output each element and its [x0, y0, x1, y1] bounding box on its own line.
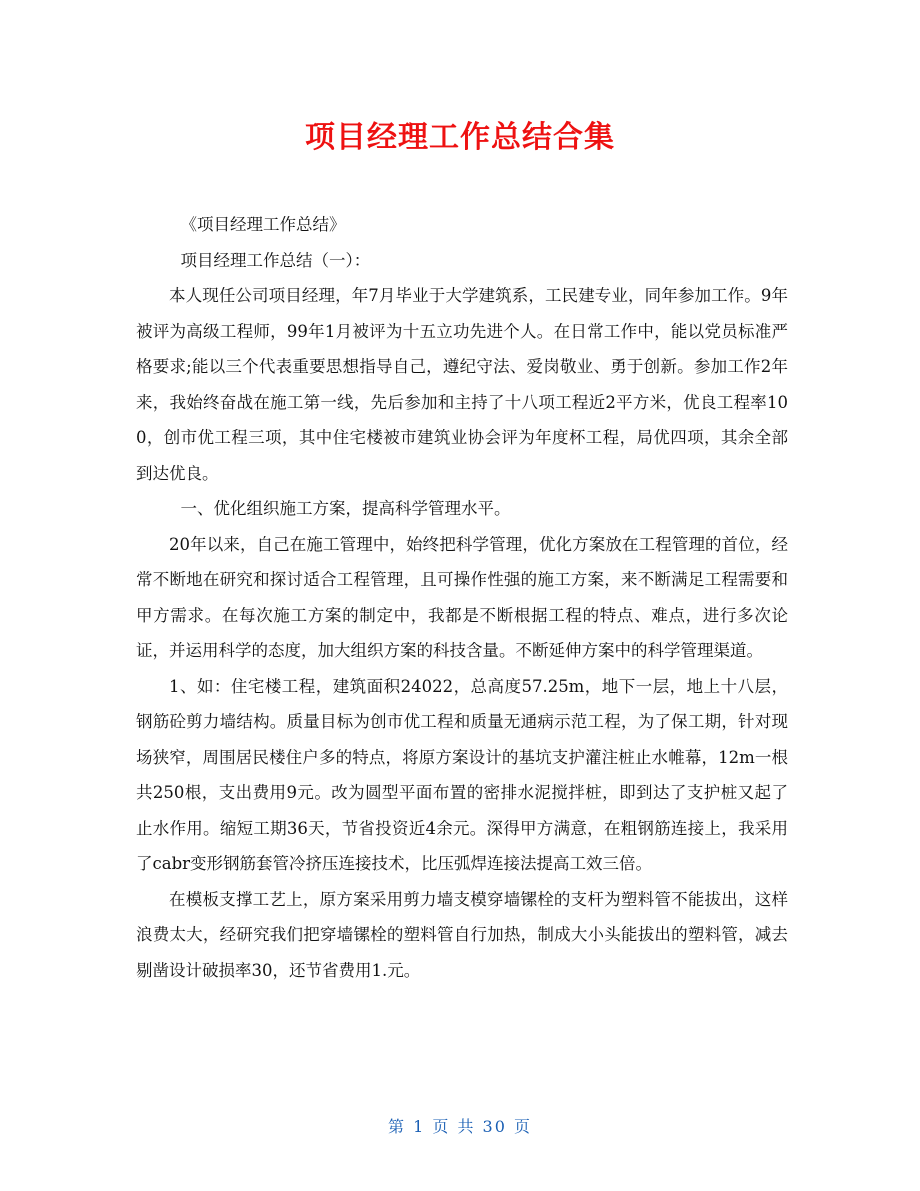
paragraph-book-title: 《项目经理工作总结》	[180, 215, 346, 234]
document-body	[136, 207, 788, 988]
paragraph-management: 20年以来，自己在施工管理中，始终把科学管理，优化方案放在工程管理的首位，经常不断地在研究和探讨适合工程管理，且可操作性强的施工方案，来不断满足工程需要和甲方需求。在每次施工方案的制定中，我都是不断根据工程的特点、难点，进行多次论证，并运用科学的态度，加大组织方案的科技含量。不断延伸方案中的科学管理渠道。	[136, 534, 788, 660]
paragraph-formwork: 在模板支撑工艺上，原方案采用剪力墙支模穿墙镙栓的支杆为塑料管不能拔出，这样浪费太大，经研究我们把穿墙镙栓的塑料管自行加热，制成大小头能拔出的塑料管，减去剔凿设计破损率30，还节省费用1.元。	[136, 889, 788, 980]
paragraph-intro: 本人现任公司项目经理，年7月毕业于大学建筑系，工民建专业，同年参加工作。9年被评为高级工程师，99年1月被评为十五立功先进个人。在日常工作中，能以党员标准严格要求;能以三个代表重要思想指导自己，遵纪守法、爱岗敬业、勇于创新。参加工作2年来，我始终奋战在施工第一线，先后参加和主持了十八项工程近2平方米，优良工程率100，创市优工程三项，其中住宅楼被市建筑业协会评为年度杯工程，局优四项，其余全部到达优良。	[136, 286, 788, 483]
paragraph-section-heading: 项目经理工作总结（一）：	[180, 250, 371, 270]
paragraph-example-1: 1、如：住宅楼工程，建筑面积24022，总高度57.25m，地下一层，地上十八层，钢筋砼剪力墙结构。质量目标为创市优工程和质量无通病示范工程，为了保工期，针对现场狭窄，周围居民楼住户多的特点，将原方案设计的基坑支护灌注桩止水帷幕，12m一根共250根，支出费用9元。改为圆型平面布置的密排水泥搅拌桩，即到达了支护桩又起了止水作用。缩短工期36天，节省投资近4余元。深得甲方满意，在粗钢筋连接上，我采用了cabr变形钢筋套管冷挤压连接技术，比压弧焊连接法提高工效三倍。	[136, 676, 788, 873]
page-number-footer: 第 1 页 共 30 页	[388, 1117, 532, 1136]
document-title: 项目经理工作总结合集	[305, 120, 615, 155]
paragraph-heading-1: 一、优化组织施工方案，提高科学管理水平。	[180, 499, 511, 518]
